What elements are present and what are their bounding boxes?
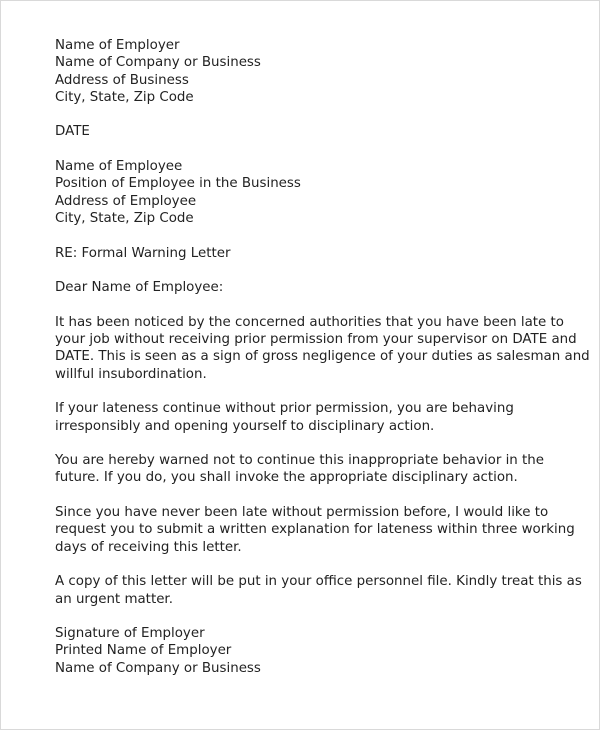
paragraph-line: future. If you do, you shall invoke the appropriate disciplinary action.	[55, 470, 518, 486]
signature-block	[55, 625, 575, 677]
body-paragraph-5	[55, 573, 582, 608]
paragraph-line: It has been noticed by the concerned authorities that you have been late to	[55, 314, 564, 330]
body-paragraph-2	[55, 400, 575, 435]
signature-line: Signature of Employer	[55, 626, 205, 642]
body-paragraph-4	[55, 504, 575, 556]
employer-company: Name of Company or Business	[55, 55, 261, 71]
employer-name: Name of Employer	[55, 38, 180, 53]
employer-city-state-zip: City, State, Zip Code	[55, 89, 194, 105]
signature-company-line: Name of Company or Business	[55, 660, 261, 676]
paragraph-line: your job without receiving prior permission from your supervisor on DATE and	[55, 332, 577, 348]
paragraph-line: You are hereby warned not to continue this inappropriate behavior in the	[55, 453, 545, 469]
paragraph-line: DATE. This is seen as a sign of gross negligence of your duties as salesman and	[55, 349, 590, 365]
employee-address: Address of Employee	[55, 193, 197, 209]
date-line	[55, 123, 575, 140]
paragraph-line: willful insubordination.	[55, 366, 207, 382]
subject-line	[55, 245, 575, 262]
employee-city-state-zip: City, State, Zip Code	[55, 210, 194, 226]
letter-salutation: Dear Name of Employee:	[55, 280, 224, 296]
paragraph-line: an urgent matter.	[55, 591, 173, 607]
paragraph-line: days of receiving this letter.	[55, 539, 242, 555]
paragraph-line: A copy of this letter will be put in your office personnel file. Kindly treat this as	[55, 574, 582, 590]
letter-date: DATE	[55, 124, 90, 140]
employer-address: Address of Business	[55, 72, 189, 88]
paragraph-line: Since you have never been late without permission before, I would like to	[55, 505, 549, 521]
salutation-line	[55, 279, 575, 296]
body-paragraph-1	[55, 314, 590, 383]
printed-name-line: Printed Name of Employer	[55, 643, 232, 659]
paragraph-line: request you to submit a written explanation for lateness within three working	[55, 522, 575, 538]
paragraph-line: If your lateness continue without prior permission, you are behaving	[55, 401, 514, 417]
warning-letter	[55, 37, 590, 694]
employee-name: Name of Employee	[55, 159, 183, 175]
employer-address-block	[55, 37, 575, 106]
employee-position: Position of Employee in the Business	[55, 176, 301, 192]
paragraph-line: irresponsibly and opening yourself to disciplinary action.	[55, 418, 435, 434]
body-paragraph-3	[55, 452, 575, 487]
employee-address-block	[55, 158, 575, 227]
letter-subject: RE: Formal Warning Letter	[55, 245, 231, 261]
